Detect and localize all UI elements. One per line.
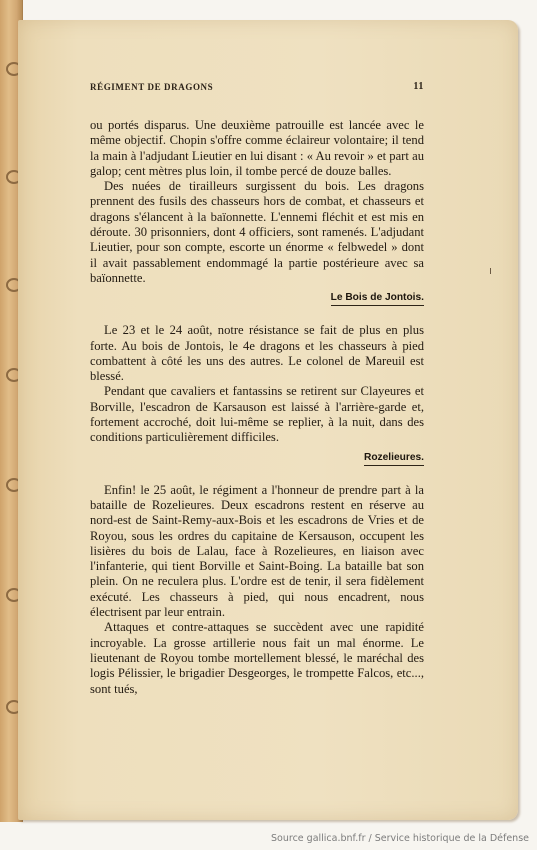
section-heading-bois-de-jontois: [90, 291, 424, 306]
source-credit: Source gallica.bnf.fr / Service historique de la Défense: [271, 833, 529, 844]
paragraph: Le 23 et le 24 août, notre résistance se fait de plus en plus forte. Au bois de Jontois, le 4e dragons et les chasseurs à pied combattent à côté les uns des autres. Le colonel de Mareuil est blessé.: [90, 323, 424, 384]
section-heading-rozelieures: [90, 451, 424, 466]
paragraph: Des nuées de tirailleurs surgissent du bois. Les dragons prennent des fusils des chasseurs hors de combat, et chasseurs et dragons s'élancent à la baïonnette. L'ennemi fléchit et est mis en déroute. 30 prisonniers, dont 4 officiers, sont ramenés. L'adjudant Lieutier, pour son compte, escorte un énorme « felbwedel » dont il avait passablement endommagé la partie postérieure avec sa baïonnette.: [90, 179, 424, 285]
paragraph: ou portés disparus. Une deuxième patrouille est lancée avec le même objectif. Chopin s'offre comme éclaireur volontaire; il tend la main à l'adjudant Lieutier en lui disant : « Au revoir » et part au galop; cent mètres plus loin, il tombe percé de douze balles.: [90, 118, 424, 178]
paragraph: Enfin! le 25 août, le régiment a l'honneur de prendre part à la bataille de Rozelieures. Deux escadrons restent en réserve au nord-est de Saint-Remy-aux-Bois et les escadrons de Vries et de Royou, sous les ordres du capitaine de Kersauson, occupent les lisières du bois de Lalau, face à Rozelieures, en liaison avec l'infanterie, qui tient Borville et Saint-Boing. La bataille bat son plein. On ne reculera plus. L'ordre est de tenir, il sera fidèlement exécuté. Les chasseurs à pied, qui nous encadrent, nous électrisent par leur entrain.: [90, 482, 424, 620]
running-header: [90, 82, 424, 96]
paragraph: Pendant que cavaliers et fantassins se retirent sur Clayeures et Borville, l'escadron de Karsauson est laissé à l'arrière-garde et, fortement accroché, doit lui-même se replier, à la nuit, dans des conditions particulièrement difficiles.: [90, 384, 424, 445]
paragraph: Attaques et contre-attaques se succèdent avec une rapidité incroyable. La grosse artillerie nous fait un mal énorme. Le lieutenant de Royou tombe mortellement blessé, le maréchal des logis Pélissier, le brigadier Desgeorges, le trompette Falcos, etc..., sont tués,: [90, 620, 424, 696]
section-heading-text: Le Bois de Jontois.: [331, 291, 424, 306]
margin-mark: [490, 268, 491, 274]
section-heading-text: Rozelieures.: [364, 451, 424, 466]
page-number: 11: [413, 81, 424, 92]
running-header-title: RÉGIMENT DE DRAGONS: [90, 82, 214, 92]
body-text: [90, 118, 424, 697]
